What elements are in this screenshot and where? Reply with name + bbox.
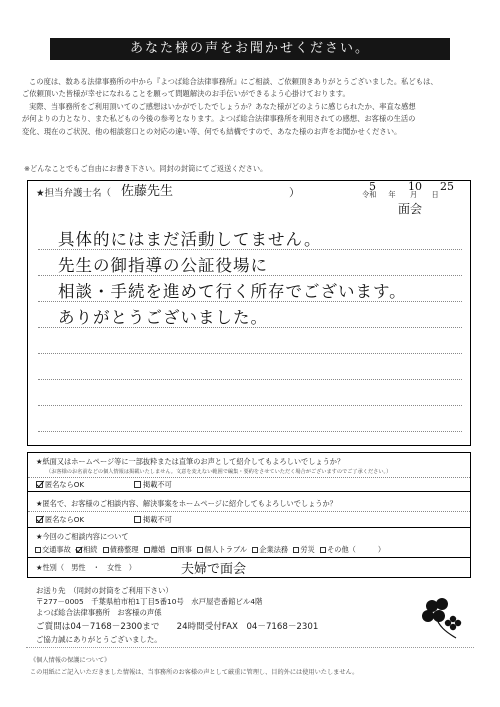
intro-line: 実際、当事務所をご利用頂いてのご感想はいかがでしたでしょうか？あなた様がどのように感じられたか、率直な感想: [29, 101, 416, 111]
q3-text: ★今回のご相談内容について: [36, 532, 129, 541]
q1-divider: [28, 477, 470, 478]
clover-icon: [412, 592, 467, 642]
checkbox-checked-icon[interactable]: [76, 547, 82, 553]
date-type-handwritten: 面会: [398, 202, 423, 216]
q3-options: 交通事故 相続 債務整理 離婚 刑事 個人トラブル 企業法務 労災 その他（ ）: [32, 545, 385, 555]
q2-option-anon[interactable]: 匿名ならOK: [36, 515, 84, 525]
address-line: お送り先 （同封の封筒をご利用下さい）: [36, 586, 173, 595]
q1-option-anon[interactable]: 匿名ならOK: [36, 480, 84, 490]
checkbox-icon[interactable]: [134, 516, 141, 523]
ruled-line: [38, 431, 462, 432]
instruction-note: ※どんなことでもご自由にお書き下さい。同封の封筒にてご返送ください。: [24, 164, 268, 173]
checkbox-icon[interactable]: [171, 547, 177, 553]
q4-gender-label: ★性別（ 男性 ・ 女性 ）: [36, 563, 136, 572]
comment-line: 具体的にはまだ活動してません。: [58, 230, 322, 249]
checkbox-checked-icon[interactable]: [36, 481, 43, 488]
intro-line: 変化、現在のご状況、他の相談窓口との対応の違い等、何でも結構ですので、あなた様のお声をお聞かせください。: [22, 126, 402, 136]
checkbox-icon[interactable]: [252, 547, 258, 553]
checkbox-icon[interactable]: [293, 547, 299, 553]
address-line: よつば総合法律事務所 お客様の声係: [36, 608, 162, 617]
comment-line: 先生の御指導の公証役場に: [58, 256, 268, 275]
ruled-line: [38, 379, 462, 380]
privacy-text: この用紙にご記入いただきました情報は、当事務所のお客様の声として厳重に管理し、目的外には使用いたしません。: [30, 669, 359, 676]
date-month-handwritten: 10: [408, 180, 422, 193]
date-day-handwritten: 25: [440, 180, 454, 193]
checkbox-icon[interactable]: [35, 547, 41, 553]
date-year-handwritten: 5: [369, 180, 376, 193]
intro-line: ご依頼頂いた皆様が幸せになれることを願って問題解決のお手伝いができるよう心掛けております。: [22, 89, 350, 99]
thanks-line: ご協力誠にありがとうございました。: [36, 635, 162, 644]
contact-line: ご質問は04－7168－2300まで 24時間受付FAX 04－7168－2301: [36, 622, 319, 632]
checkbox-icon[interactable]: [197, 547, 203, 553]
lawyer-paren-close: ）: [289, 186, 300, 199]
q1-text: ★紙面又はホームページ等に一部抜粋または直筆のお声として紹介してもよろしいでしょうか？: [36, 457, 345, 466]
date-prefix: 令和: [362, 190, 377, 199]
comment-line: 相談・手続を進めて行く所存でございます。: [58, 282, 407, 301]
checkbox-icon[interactable]: [320, 547, 326, 553]
checkbox-checked-icon[interactable]: [36, 516, 43, 523]
date-suffix: 年 月 日: [388, 190, 439, 199]
q2-box: [27, 492, 471, 528]
intro-text: [22, 76, 484, 138]
address-line: 〒277－0005 千葉県柏市柏1丁目5番10号 水戸屋壱番館ビル4階: [36, 597, 263, 606]
comment-line: ありがとうございました。: [58, 308, 268, 327]
lawyer-name-handwritten: 佐藤先生: [121, 184, 174, 199]
q1-subtext: （お客様のお名前などの個人情報は掲載いたしません。文意を変えない範囲で編集・要約をさせていただく場合がございますのでご了承ください。）: [46, 469, 392, 475]
intro-line: が何よりの力となり、また私どもの今後の参考となります。よつば総合法律事務所を利用されての感想、お客様の生活の: [22, 114, 416, 124]
q2-divider: [28, 511, 470, 512]
intro-line: この度は、数ある法律事務所の中から『よつば総合法律事務所』にご相談、ご依頼頂きありがとうございました。私どもは、: [29, 77, 438, 86]
privacy-title: 《個人情報の保護について》: [30, 657, 111, 664]
gender-handwritten: 夫婦で面会: [181, 562, 247, 577]
ruled-line: [38, 405, 462, 406]
header-banner: あなた様の声をお聞かせください。: [50, 38, 450, 60]
q2-option-no[interactable]: 掲載不可: [134, 515, 172, 525]
lawyer-label: ★担当弁護士名（: [36, 188, 112, 199]
privacy-divider: [26, 647, 474, 648]
checkbox-icon[interactable]: [144, 547, 150, 553]
q1-option-no[interactable]: 掲載不可: [134, 480, 172, 490]
checkbox-icon[interactable]: [134, 481, 141, 488]
checkbox-icon[interactable]: [103, 547, 109, 553]
q2-text: ★匿名で、お客様のご相談内容、解決事案をホームページに紹介してもよろしいでしょうか？: [36, 499, 337, 508]
ruled-line: [38, 353, 462, 354]
